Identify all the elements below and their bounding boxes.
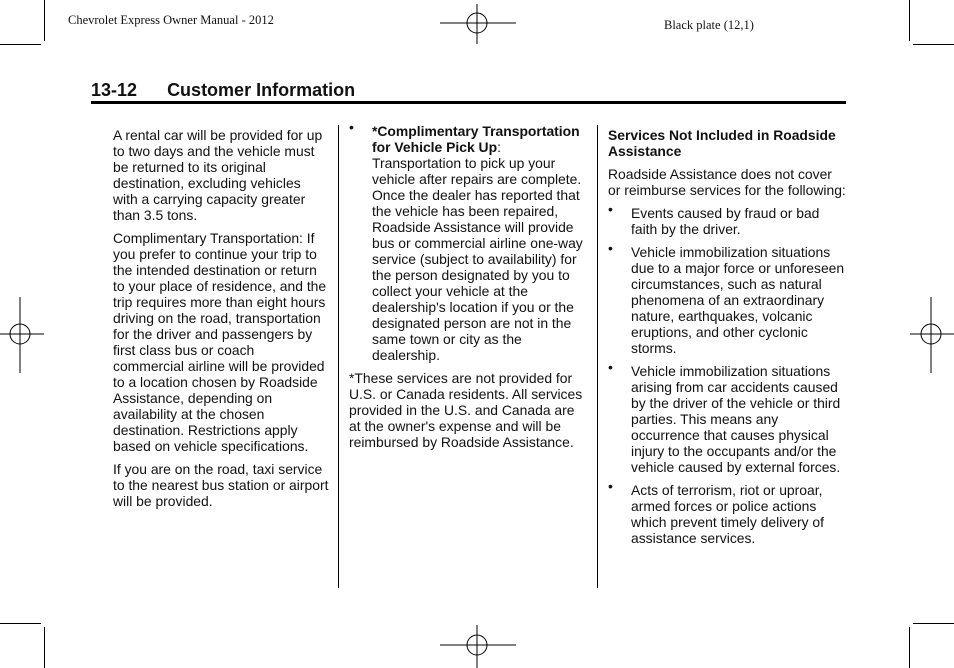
- registration-mark-left: [0, 297, 44, 373]
- intro-paragraph: Roadside Assistance does not cover or reimburse services for the following:: [608, 166, 846, 198]
- subsection-heading: Services Not Included in Roadside Assistance: [608, 127, 836, 159]
- list-item-text: Vehicle immobilization situations due to a major force or unforeseen circumstances, such as natural phenomena of an extraordinary nature, earthquakes, volcanic eruptions, and other cyclonic storms.: [631, 244, 845, 356]
- footnote: *These services are not provided for U.S. or Canada residents. All services provided in the U.S. and Canada are at the owner's expense and will be reimbursed by Roadside Assistance.: [349, 370, 583, 450]
- list-item-text: Vehicle immobilization situations arising from car accidents caused by the driver of the vehicle or third parties. This means any occurrence that causes physical injury to the occupants and/or the vehicle caused by external forces.: [631, 363, 841, 475]
- crop-mark: [909, 0, 910, 41]
- bullet-label: *Complimentary Transportation for Vehicle Pick Up: [372, 123, 580, 155]
- section-rule: [91, 101, 846, 104]
- crop-mark: [0, 623, 41, 624]
- crop-mark: [44, 627, 45, 668]
- column-3: [608, 127, 846, 553]
- column-divider: [597, 125, 598, 588]
- column-1: [113, 127, 329, 516]
- crop-mark: [909, 627, 910, 668]
- column-2: [349, 119, 589, 457]
- bullet-text: : Transportation to pick up your vehicle after repairs are complete. Once the dealer has reported that the vehicle has been repaired, Roadside Assistance will provide bus or commercial airline one-way service (subject to availability) for the person designated by you to collect your vehicle at the dealership's location if you or the designated person are not in the same town or city as the dealership.: [372, 139, 583, 363]
- column-divider: [338, 125, 339, 588]
- bullet-icon: •: [349, 119, 354, 135]
- plate-label: Black plate (12,1): [664, 18, 754, 32]
- list-item: [608, 201, 846, 237]
- list-item-text: Events caused by fraud or bad faith by the driver.: [631, 205, 820, 237]
- crop-mark: [913, 44, 954, 45]
- list-item: [608, 359, 846, 475]
- manual-title: Chevrolet Express Owner Manual - 2012: [68, 13, 274, 27]
- registration-mark-top: [440, 4, 516, 44]
- paragraph-taxi-service: If you are on the road, taxi service to the nearest bus station or airport will be provided.: [113, 461, 329, 509]
- section-heading: [91, 80, 355, 101]
- bullet-icon: •: [608, 240, 613, 256]
- crop-mark: [913, 623, 954, 624]
- bullet-icon: •: [608, 201, 613, 217]
- list-item-text: Acts of terrorism, riot or uproar, armed forces or police actions which prevent timely delivery of assistance services.: [631, 482, 825, 546]
- list-item: [608, 240, 846, 356]
- registration-mark-right: [910, 297, 954, 373]
- paragraph-complimentary-transportation: Complimentary Transportation: If you prefer to continue your trip to the intended destination or return to your place of residence, and the trip requires more than eight hours driving on the road, transportation for the driver and passengers by first class bus or coach commercial airline will be provided to a location chosen by Roadside Assistance, depending on availability at the chosen destination. Restrictions apply based on vehicle specifications.: [113, 230, 327, 454]
- registration-mark-bottom: [440, 625, 516, 668]
- bullet-icon: •: [608, 359, 613, 375]
- bullet-icon: •: [608, 478, 613, 494]
- list-item: [349, 119, 589, 363]
- crop-mark: [44, 0, 45, 41]
- page-number: 13-12: [91, 80, 138, 100]
- crop-mark: [0, 44, 41, 45]
- paragraph-rental-car: A rental car will be provided for up to two days and the vehicle must be returned to its original destination, excluding vehicles with a carrying capacity greater than 3.5 tons.: [113, 127, 323, 223]
- section-title: Customer Information: [167, 80, 356, 100]
- list-item: [608, 478, 846, 546]
